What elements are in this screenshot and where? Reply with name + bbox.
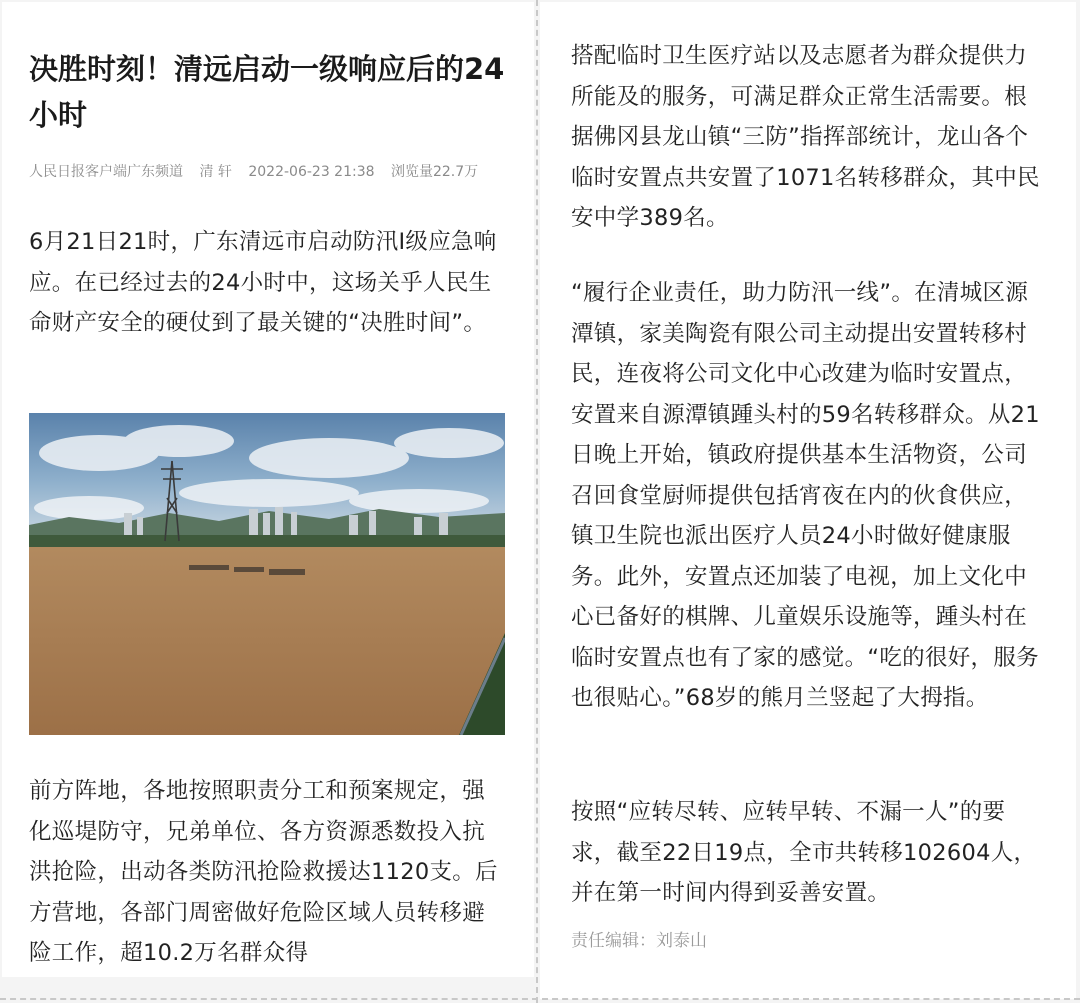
page-divider <box>536 0 538 1003</box>
paragraph-enterprise: “履行企业责任，助力防汛一线”。在清城区源潭镇，家美陶瓷有限公司主动提出安置转移村民，连夜将公司文化中心改建为临时安置点，安置来自源潭镇踵头村的59名转移群众。从21日晚上开始，镇政府提供基本生活物资，公司召回食堂厨师提供包括宵夜在内的伙食供应，镇卫生院也派出医疗人员24小时做好健康服务。此外，安置点还加装了电视，加上文化中心已备好的棋牌、儿童娱乐设施等，踵头村在临时安置点也有了家的感觉。“吃的很好，服务也很贴心。”68岁的熊月兰竖起了大拇指。 <box>571 280 1040 711</box>
paragraph-intro: 6月21日21时，广东清远市启动防汛Ⅰ级应急响应。在已经过去的24小时中，这场关乎人民生命财产安全的硬仗到了最关键的“决胜时间”。 <box>29 229 497 336</box>
paragraph-summary: 按照“应转尽转、应转早转、不漏一人”的要求，截至22日19点，全市共转移102604人，并在第一时间内得到妥善安置。 <box>571 799 1037 906</box>
paragraph-longshan: 搭配临时卫生医疗站以及志愿者为群众提供力所能及的服务，可满足群众正常生活需要。根据佛冈县龙山镇“三防”指挥部统计，龙山各个临时安置点共安置了1071名转移群众，其中民安中学389名。 <box>571 43 1040 231</box>
photo-water <box>29 547 505 735</box>
responsible-editor: 责任编辑：刘泰山 <box>571 931 707 951</box>
article-title: 决胜时刻！清远启动一级响应后的24小时 <box>29 52 505 132</box>
meta-datetime: 2022-06-23 21:38 <box>248 164 375 180</box>
meta-views: 浏览量22.7万 <box>390 164 479 180</box>
meta-author: 清 轩 <box>199 164 232 180</box>
right-page-panel <box>540 2 1076 999</box>
article-meta <box>29 160 519 184</box>
bottom-border <box>0 998 1080 1000</box>
paragraph-frontline: 前方阵地，各地按照职责分工和预案规定，强化巡堤防守，兄弟单位、各方资源悉数投入抗洪抢险，出动各类防汛抢险救援达1120支。后方营地，各部门周密做好危险区域人员转移避险工作，超10.2万名群众得 <box>29 778 498 966</box>
meta-source: 人民日报客户端广东频道 <box>29 164 183 180</box>
photo-riverbank <box>29 535 505 549</box>
flooded-river-photo <box>29 413 505 735</box>
left-page-panel <box>2 2 534 977</box>
